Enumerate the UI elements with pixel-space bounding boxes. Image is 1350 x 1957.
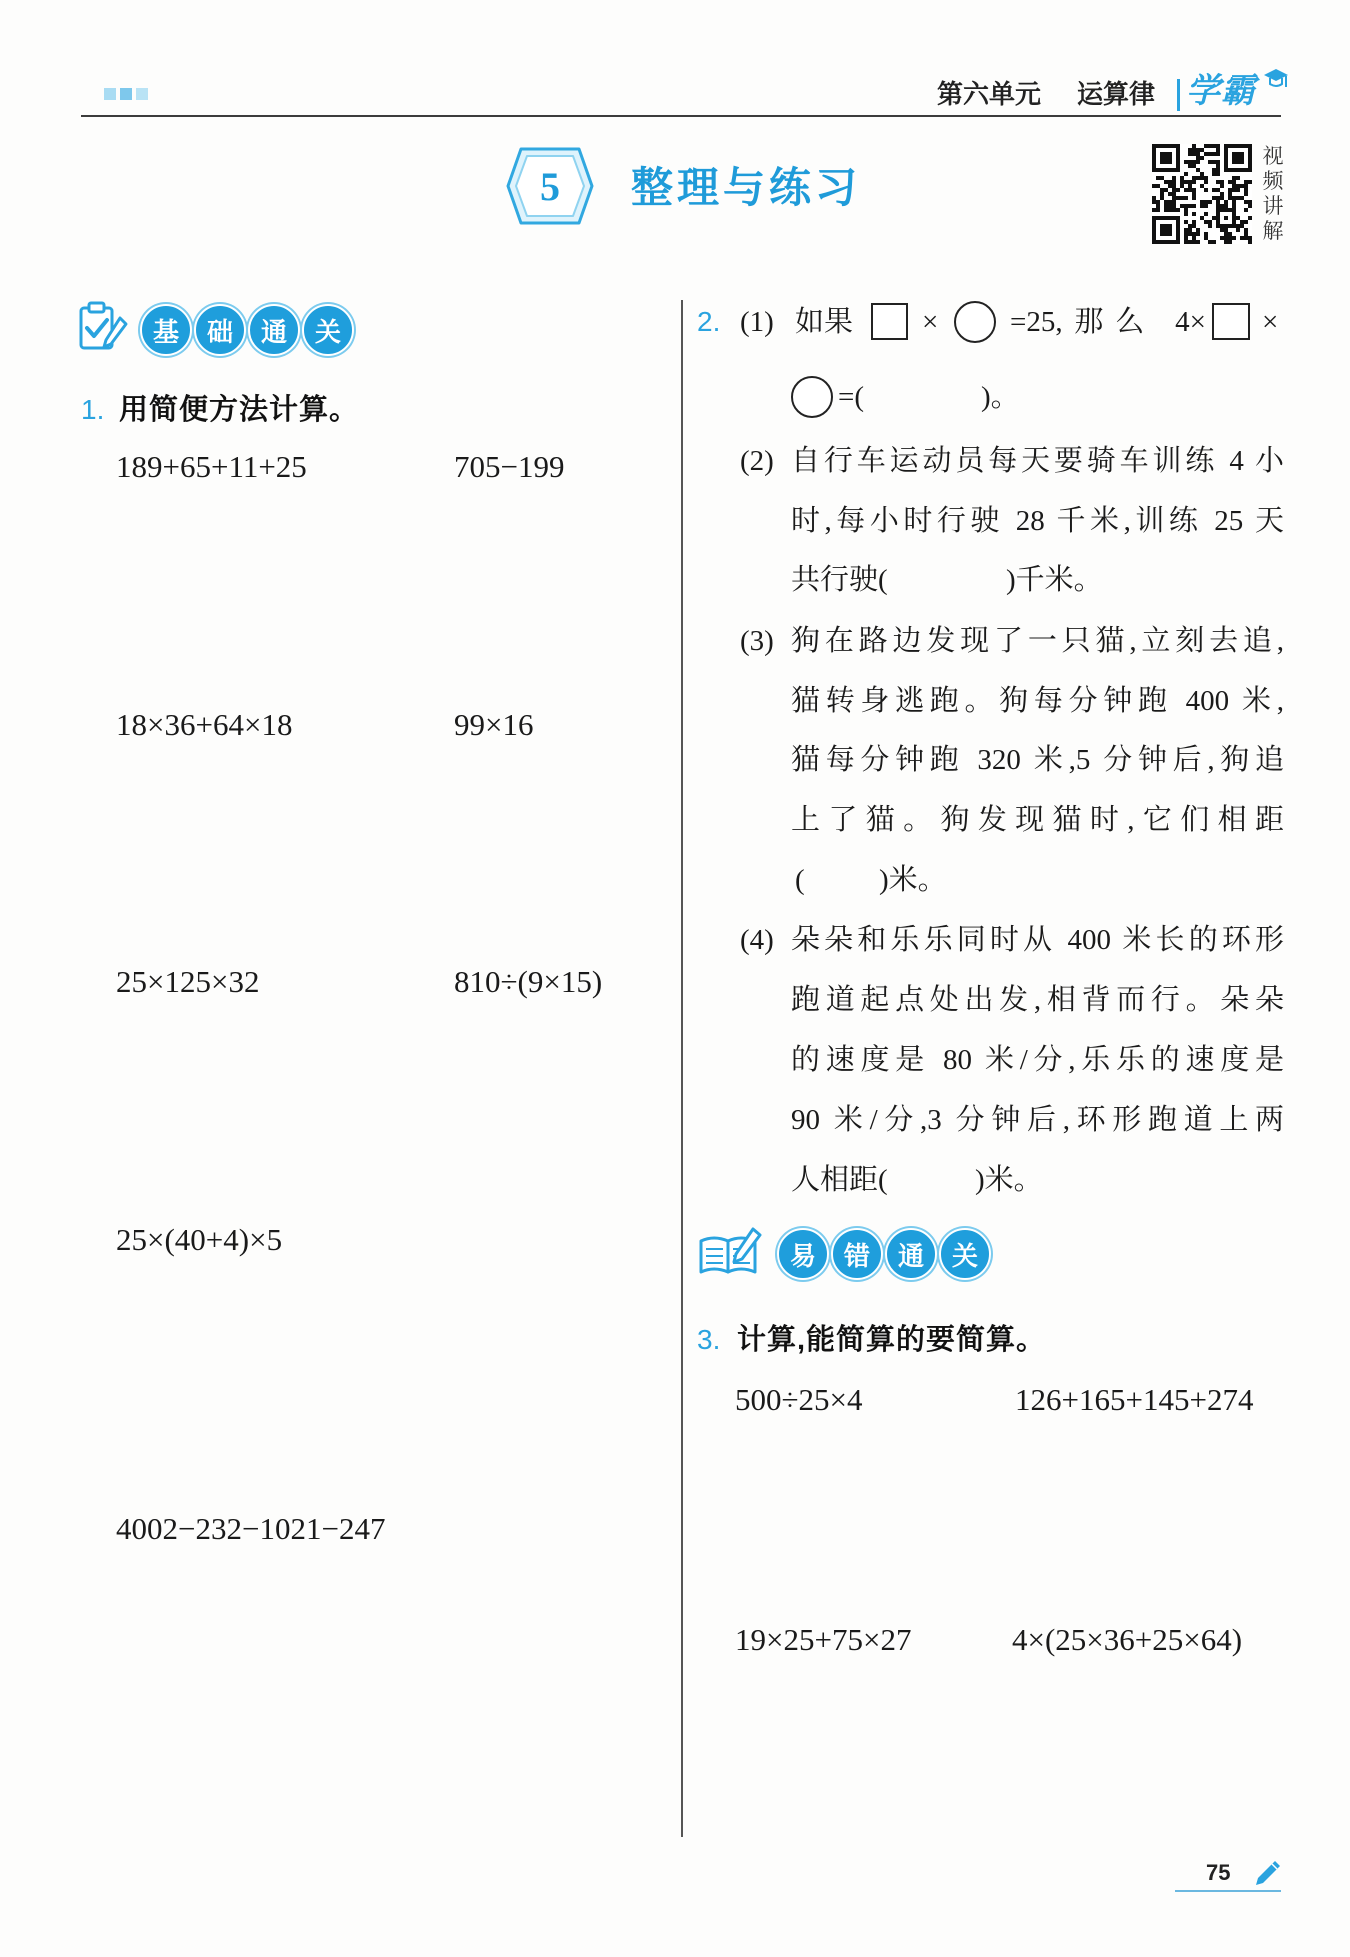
q3-item: 19×25+75×27 xyxy=(735,1622,912,1657)
decor-square xyxy=(104,88,116,100)
qr-caption-char: 解 xyxy=(1262,220,1284,243)
footer-rule xyxy=(1175,1890,1281,1892)
book-pencil-icon xyxy=(697,1227,765,1275)
badge-char: 关 xyxy=(939,1228,991,1280)
q3-item: 126+165+145+274 xyxy=(1015,1382,1254,1417)
qr-caption-char: 视 xyxy=(1262,145,1284,168)
q3-item: 500÷25×4 xyxy=(735,1382,863,1417)
lesson-number: 5 xyxy=(540,163,560,209)
q2-part4-blank-after: )米。 xyxy=(975,1164,1043,1196)
badge-char: 础 xyxy=(194,304,246,356)
q1-item: 189+65+11+25 xyxy=(116,449,307,484)
q2-part1-blank-open: =( xyxy=(838,381,865,413)
q2-part4-line: 跑道起点处出发,相背而行。朵朵 xyxy=(791,984,1284,1016)
q2-part3-blank-after: )米。 xyxy=(879,864,947,896)
graduation-cap-icon xyxy=(1262,66,1290,94)
qr-caption xyxy=(1260,144,1286,244)
q1-item: 25×125×32 xyxy=(116,964,260,999)
q2-part2-line: 时,每小时行驶 28 千米,训练 25 天 xyxy=(791,505,1284,537)
answer-circle-shape xyxy=(954,301,996,343)
q2-part1-text-a: 如果 xyxy=(795,306,854,338)
q2-part4-line: 朵朵和乐乐同时从 400 米长的环形 xyxy=(791,924,1284,956)
badge-char: 基 xyxy=(140,304,192,356)
q2-part2-blank-after: )千米。 xyxy=(1006,564,1103,596)
q2-part3-line: 狗在路边发现了一只猫,立刻去追, xyxy=(791,625,1284,657)
header-rule xyxy=(81,115,1281,117)
q1-prompt: 用简便方法计算。 xyxy=(119,394,360,426)
q2-part3-line: 猫每分钟跑 320 米,5 分钟后,狗追 xyxy=(791,744,1284,776)
section-badge-basic xyxy=(140,304,354,356)
badge-char: 通 xyxy=(885,1228,937,1280)
q3-number: 3. xyxy=(697,1324,721,1355)
q1-item: 810÷(9×15) xyxy=(454,964,603,999)
q2-part4-line: 90 米/分,3 分钟后,环形跑道上两 xyxy=(791,1104,1284,1136)
decor-square xyxy=(136,88,148,100)
decor-square xyxy=(120,88,132,100)
pencil-icon xyxy=(1254,1859,1282,1887)
q2-part1-text-b: =25,那么 4× xyxy=(1010,306,1206,338)
q2-part4-marker: (4) xyxy=(740,924,774,956)
page-title: 整理与练习 xyxy=(631,164,862,211)
q1-item: 4002−232−1021−247 xyxy=(116,1511,386,1546)
qr-caption-char: 频 xyxy=(1262,170,1284,193)
column-divider xyxy=(681,300,683,1837)
times-sign: × xyxy=(922,306,939,338)
answer-square-shape xyxy=(871,303,908,340)
q3-prompt: 计算,能简算的要简算。 xyxy=(737,1324,1047,1356)
q2-part2-blank-before: 共行驶( xyxy=(791,564,888,596)
q2-part3-marker: (3) xyxy=(740,625,774,657)
answer-circle-shape xyxy=(791,376,833,418)
header-brand-bar xyxy=(1177,79,1180,111)
badge-char: 易 xyxy=(777,1228,829,1280)
badge-char: 通 xyxy=(248,304,300,356)
q1-item: 705−199 xyxy=(454,449,565,484)
q2-part4-line: 的速度是 80 米/分,乐乐的速度是 xyxy=(791,1044,1284,1076)
q2-part3-line: 上了猫。狗发现猫时,它们相距 xyxy=(791,804,1284,836)
times-sign: × xyxy=(1262,306,1279,338)
section-badge-mistakes xyxy=(777,1228,991,1280)
q2-part3-line: 猫转身逃跑。狗每分钟跑 400 米, xyxy=(791,685,1284,717)
q2-part4-blank-before: 人相距( xyxy=(791,1164,888,1196)
clipboard-check-icon xyxy=(77,300,129,352)
q2-part1-marker: (1) xyxy=(740,306,774,338)
q1-item: 25×(40+4)×5 xyxy=(116,1222,283,1257)
q1-item: 18×36+64×18 xyxy=(116,707,293,742)
badge-char: 关 xyxy=(302,304,354,356)
q2-part2-marker: (2) xyxy=(740,445,774,477)
header-decor-squares xyxy=(104,88,148,100)
page-number: 75 xyxy=(1206,1860,1231,1885)
q2-number: 2. xyxy=(697,306,721,337)
q3-item: 4×(25×36+25×64) xyxy=(1012,1622,1243,1657)
answer-square-shape xyxy=(1212,303,1250,340)
q1-item: 99×16 xyxy=(454,707,534,742)
q2-part2-line: 自行车运动员每天要骑车训练 4 小 xyxy=(791,445,1284,477)
q2-part3-blank-before: ( xyxy=(795,864,805,896)
brand-logo-text: 学霸 xyxy=(1186,72,1256,110)
badge-char: 错 xyxy=(831,1228,883,1280)
qr-code xyxy=(1152,144,1252,244)
header-topic: 运算律 xyxy=(1077,79,1156,109)
q2-part1-blank-close: )。 xyxy=(981,381,1020,413)
qr-caption-char: 讲 xyxy=(1262,195,1284,218)
header-unit: 第六单元 xyxy=(937,79,1042,109)
q1-number: 1. xyxy=(81,394,105,425)
